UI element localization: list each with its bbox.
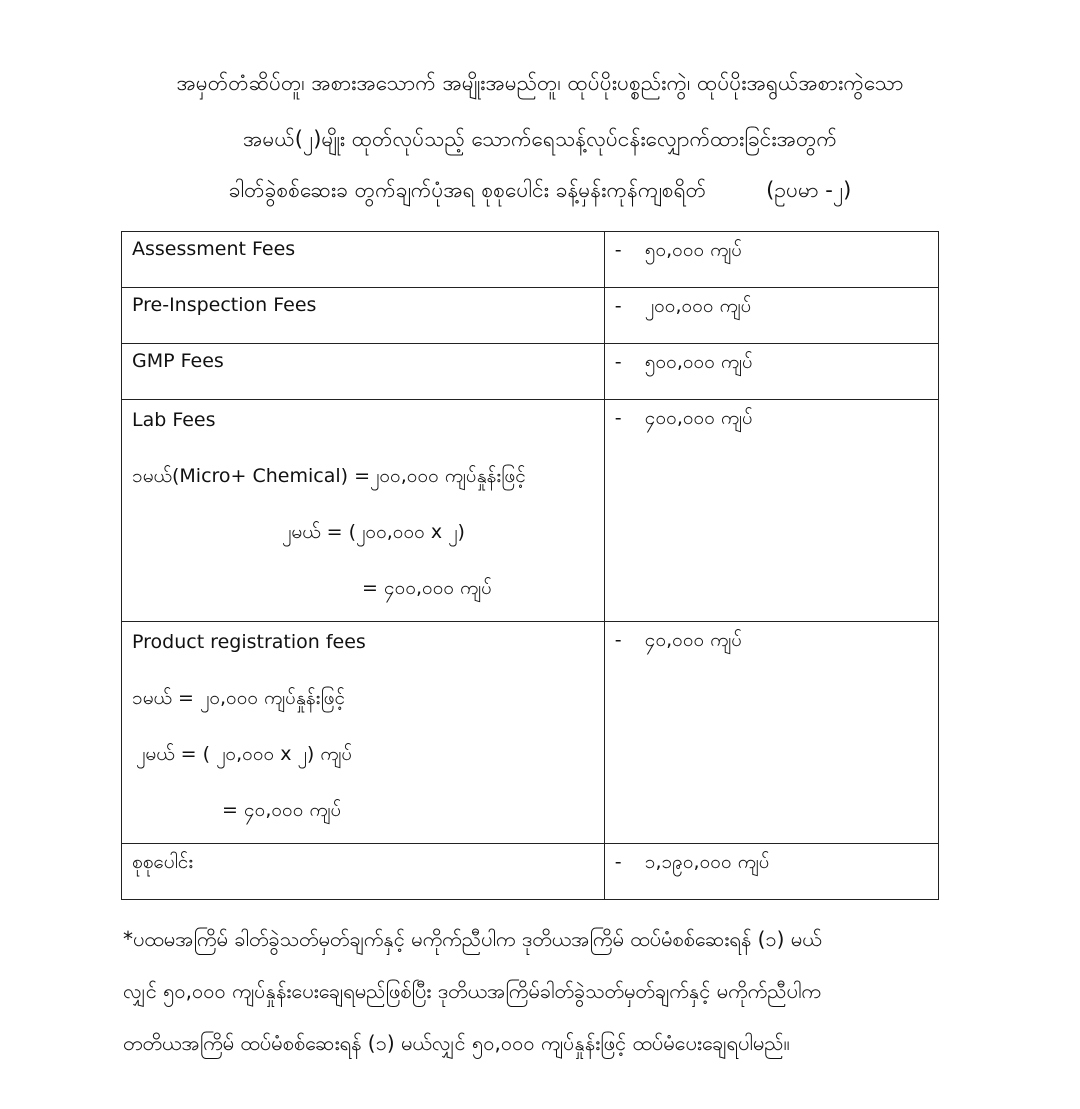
heading-line-3-text: ခါတ်ခွဲစစ်ဆေးခ တွက်ချက်ပုံအရ စုစုပေါင်း ခန့်မှန်းကုန်ကျစရိတ် [228,178,707,202]
row-amount-cell [604,400,938,622]
row-amount: ၅၀၀,၀၀၀ ကျပ် [644,351,753,373]
table-row [122,344,939,400]
calc-line: = ၄၀၀,၀၀၀ ကျပ် [362,577,493,599]
calc-line: ၂မယ် = (၂၀၀,၀၀၀ x ၂) [282,521,465,543]
row-amount: ၄၀၀,၀၀၀ ကျပ် [644,407,753,429]
row-dash: - [614,239,622,261]
row-label: Assessment Fees [122,232,605,288]
row-amount-cell [604,288,938,344]
fee-table [121,231,939,900]
row-label: Lab Fees [132,409,216,431]
table-row [122,400,939,622]
row-dash: - [614,295,622,317]
table-row [122,232,939,288]
row-dash: - [614,407,622,429]
calc-line: ၂မယ် = ( ၂၀,၀၀၀ x ၂) ကျပ် [136,743,353,765]
row-amount-cell [604,844,938,900]
row-amount: ၄၀,၀၀၀ ကျပ် [644,629,743,651]
calc-line: = ၄၀,၀၀၀ ကျပ် [222,799,342,821]
row-amount: ၅၀,၀၀၀ ကျပ် [644,239,743,261]
footnote [123,913,1023,1069]
table-row [122,844,939,900]
row-dash: - [614,851,622,873]
heading-line-3 [0,175,1080,205]
row-amount-cell [604,622,938,844]
heading-line-2: အမယ်(၂)မျိုး ထုတ်လုပ်သည့် သောက်ရေသန့်လုပ်ငန်းလျှောက်ထားခြင်းအတွက် [243,127,837,151]
row-amount-cell [604,232,938,288]
row-label: GMP Fees [122,344,605,400]
row-label-cell [122,400,605,622]
footnote-line-2: လျှင် ၅၀,၀၀၀ ကျပ်နှုန်းပေးချေရမည်ဖြစ်ပြီး ဒုတိယအကြိမ်ခါတ်ခွဲသတ်မှတ်ချက်နှင့် မကိုက်ညီပါက [123,979,821,1003]
example-reference: (ဥပမာ -၂) [766,178,852,202]
row-amount: ၁,၁၉၀,၀၀၀ ကျပ် [644,851,770,873]
table-row [122,622,939,844]
row-dash: - [614,351,622,373]
heading-line-1: အမှတ်တံဆိပ်တူ၊ အစားအသောက် အမျိုးအမည်တူ၊ ထုပ်ပိုးပစ္စည်းကွဲ၊ ထုပ်ပိုးအရွယ်အစားကွဲသော [176,71,904,95]
row-amount-cell [604,344,938,400]
row-label: Pre-Inspection Fees [122,288,605,344]
calc-line: ၁မယ် = ၂၀,၀၀၀ ကျပ်နှုန်းဖြင့် [132,687,346,709]
footnote-line-3: တတိယအကြိမ် ထပ်မံစစ်ဆေးရန် (၁) မယ်လျှင် ၅၀,၀၀၀ ကျပ်နှုန်းဖြင့် ထပ်မံပေးချေရပါမည်။ [123,1031,790,1055]
row-amount: ၂၀၀,၀၀၀ ကျပ် [644,295,752,317]
table-row [122,288,939,344]
row-dash: - [614,629,622,651]
row-label-cell [122,622,605,844]
calc-line: ၁မယ်(Micro+ Chemical) =၂၀၀,၀၀၀ ကျပ်နှုန်းဖြင့် [132,465,526,487]
footnote-line-1: *ပထမအကြိမ် ခါတ်ခွဲသတ်မှတ်ချက်နှင့် မကိုက်ညီပါက ဒုတိယအကြိမ် ထပ်မံစစ်ဆေးရန် (၁) မယ် [123,927,822,951]
row-label: Product registration fees [132,631,366,653]
row-label: စုစုပေါင်း [122,844,605,900]
